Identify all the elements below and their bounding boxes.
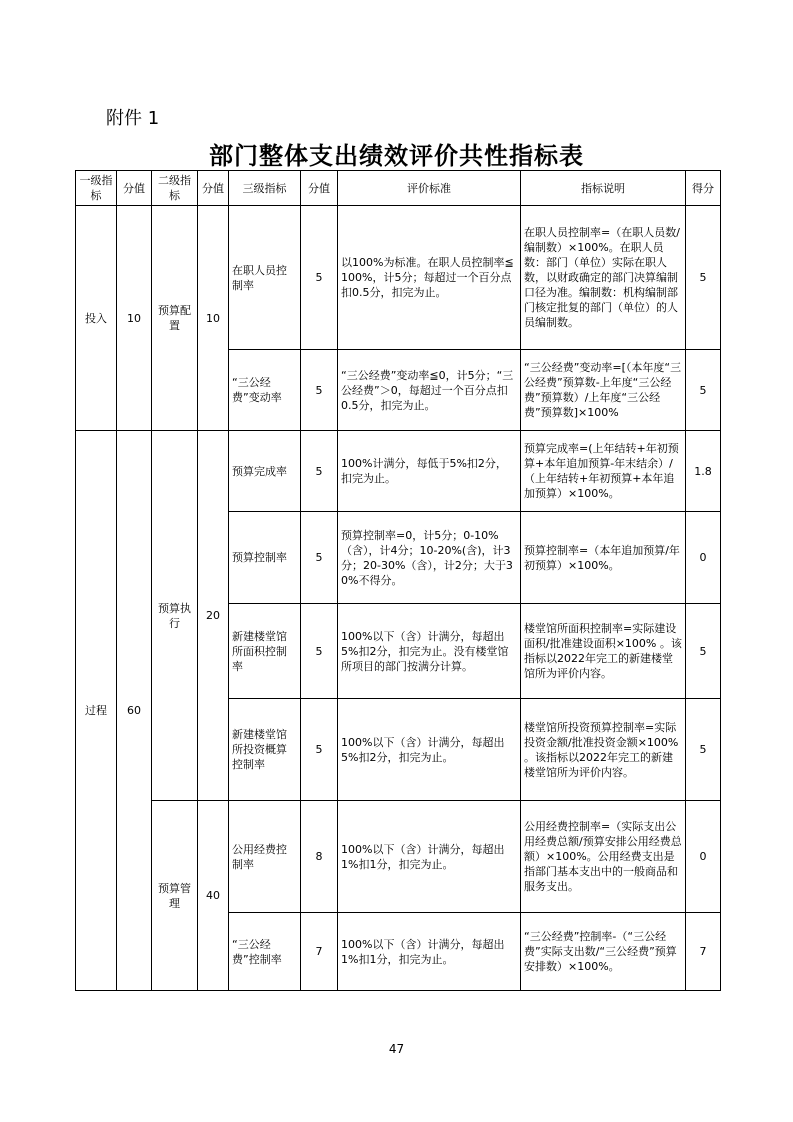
indicator-table [75, 170, 721, 991]
indicator-standard: 100%以下（含）计满分，每超出1%扣1分，扣完为止。 [338, 913, 521, 991]
indicator-got-score: 0 [686, 512, 721, 604]
indicator-name: “三公经费”变动率 [229, 350, 301, 431]
table-row [76, 206, 721, 350]
header-level2: 二级指标 [152, 171, 198, 206]
header-score1: 分值 [117, 171, 152, 206]
level2-budget-config-score: 10 [198, 206, 229, 431]
indicator-name: 预算控制率 [229, 512, 301, 604]
indicator-description: “三公经费”变动率=[（本年度“三公经费”预算数-上年度“三公经费”预算数）/上年度“三公经费”预算数]×100% [521, 350, 686, 431]
header-standard: 评价标准 [338, 171, 521, 206]
indicator-description: 预算控制率=（本年追加预算/年初预算）×100%。 [521, 512, 686, 604]
indicator-score: 8 [301, 801, 338, 913]
indicator-standard: 100%计满分，每低于5%扣2分，扣完为止。 [338, 431, 521, 512]
header-score2: 分值 [198, 171, 229, 206]
indicator-description: 在职人员控制率=（在职人员数/编制数）×100%。在职人员数：部门（单位）实际在职人数，以财政确定的部门决算编制口径为准。编制数：机构编制部门核定批复的部门（单位）的人员编制数。 [521, 206, 686, 350]
indicator-score: 5 [301, 206, 338, 350]
indicator-score: 7 [301, 913, 338, 991]
indicator-description: 预算完成率=(上年结转+年初预算+本年追加预算-年末结余）/（上年结转+年初预算+本年追加预算）×100%。 [521, 431, 686, 512]
indicator-name: 在职人员控制率 [229, 206, 301, 350]
attachment-label: 附件 1 [106, 108, 160, 129]
indicator-standard: 以100%为标准。在职人员控制率≦100%，计5分；每超过一个百分点扣0.5分，扣完为止。 [338, 206, 521, 350]
level1-process: 过程 [76, 431, 117, 991]
indicator-got-score: 5 [686, 206, 721, 350]
level2-budget-management-score: 40 [198, 801, 229, 991]
level1-input: 投入 [76, 206, 117, 431]
indicator-standard: “三公经费”变动率≦0，计5分；“三公经费”＞0，每超过一个百分点扣0.5分，扣完为止。 [338, 350, 521, 431]
indicator-name: 新建楼堂馆所面积控制率 [229, 604, 301, 699]
indicator-name: 公用经费控制率 [229, 801, 301, 913]
indicator-got-score: 0 [686, 801, 721, 913]
indicator-standard: 预算控制率=0，计5分；0-10%（含），计4分；10-20%(含)，计3分；20-30%（含），计2分；大于30%不得分。 [338, 512, 521, 604]
header-level1: 一级指标 [76, 171, 117, 206]
indicator-score: 5 [301, 512, 338, 604]
indicator-got-score: 1.8 [686, 431, 721, 512]
table-row [76, 431, 721, 512]
indicator-standard: 100%以下（含）计满分，每超出1%扣1分，扣完为止。 [338, 801, 521, 913]
level2-budget-execution-score: 20 [198, 431, 229, 801]
page-title: 部门整体支出绩效评价共性指标表 [209, 142, 584, 170]
level2-budget-execution: 预算执行 [152, 431, 198, 801]
indicator-description: “三公经费”控制率-（“三公经费”实际支出数/“三公经费”预算安排数）×100%。 [521, 913, 686, 991]
level1-input-score: 10 [117, 206, 152, 431]
indicator-score: 5 [301, 699, 338, 801]
level2-budget-management: 预算管理 [152, 801, 198, 991]
header-description: 指标说明 [521, 171, 686, 206]
header-score3: 分值 [301, 171, 338, 206]
table-row [76, 801, 721, 913]
indicator-description: 楼堂馆所面积控制率=实际建设面积/批准建设面积×100% 。该指标以2022年完工的新建楼堂馆所为评价内容。 [521, 604, 686, 699]
indicator-name: “三公经费”控制率 [229, 913, 301, 991]
indicator-got-score: 5 [686, 350, 721, 431]
header-got-score: 得分 [686, 171, 721, 206]
indicator-score: 5 [301, 431, 338, 512]
header-level3: 三级指标 [229, 171, 301, 206]
indicator-standard: 100%以下（含）计满分，每超出5%扣2分，扣完为止。 [338, 699, 521, 801]
indicator-got-score: 5 [686, 699, 721, 801]
table-header-row [76, 171, 721, 206]
indicator-name: 新建楼堂馆所投资概算控制率 [229, 699, 301, 801]
indicator-standard: 100%以下（含）计满分，每超出5%扣2分，扣完为止。没有楼堂馆所项目的部门按满分计算。 [338, 604, 521, 699]
level2-budget-config: 预算配置 [152, 206, 198, 431]
indicator-score: 5 [301, 604, 338, 699]
indicator-got-score: 7 [686, 913, 721, 991]
page-number: 47 [388, 1042, 405, 1056]
indicator-description: 楼堂馆所投资预算控制率=实际投资金额/批准投资金额×100% 。该指标以2022年完工的新建楼堂馆所为评价内容。 [521, 699, 686, 801]
indicator-name: 预算完成率 [229, 431, 301, 512]
indicator-description: 公用经费控制率=（实际支出公用经费总额/预算安排公用经费总额）×100%。公用经费支出是指部门基本支出中的一般商品和服务支出。 [521, 801, 686, 913]
level1-process-score: 60 [117, 431, 152, 991]
indicator-got-score: 5 [686, 604, 721, 699]
indicator-score: 5 [301, 350, 338, 431]
